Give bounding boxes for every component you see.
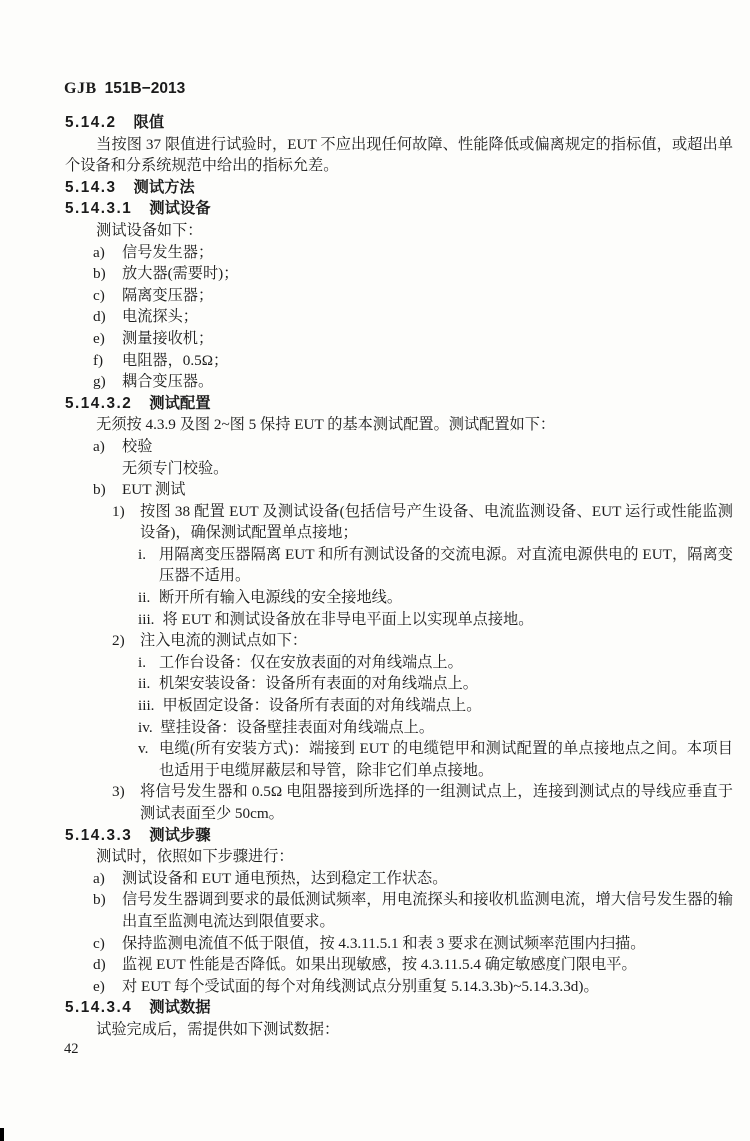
list-item-alpha (65, 479, 733, 501)
list-item-number (65, 501, 733, 544)
item-marker: i. (138, 545, 147, 563)
heading-number: 5.14.3.3 (65, 826, 133, 844)
list-item-alpha (65, 242, 733, 264)
item-text: 壁挂设备：设备壁挂表面对角线端点上。 (160, 718, 434, 736)
item-marker: a) (93, 243, 105, 261)
list-item-number (65, 781, 733, 824)
heading-number: 5.14.3.4 (65, 999, 133, 1017)
body-paragraph: 测试设备如下： (96, 221, 203, 239)
item-marker: iv. (138, 718, 153, 736)
item-marker: f) (93, 351, 104, 369)
list-item-alpha (65, 306, 733, 328)
item-marker: i. (138, 653, 147, 671)
item-text: 电阻器，0.5Ω； (122, 351, 229, 369)
item-text: 对 EUT 每个受试面的每个对角线测试点分别重复 5.14.3.3b)~5.14.3.3d)。 (122, 977, 599, 995)
section-heading (65, 997, 733, 1019)
item-marker: c) (93, 934, 105, 952)
item-marker: iii. (138, 697, 155, 715)
item-text: 信号发生器调到要求的最低测试频率，用电流探头和接收机监测电流，增大信号发生器的输出直至监测电流达到限值要求。 (122, 891, 733, 930)
item-marker: v. (138, 740, 149, 758)
standard-brand: GJB (64, 80, 97, 97)
item-marker: d) (93, 308, 106, 326)
item-marker: c) (93, 286, 105, 304)
heading-title: 测试设备 (149, 200, 211, 218)
heading-number: 5.14.2 (65, 114, 117, 131)
item-marker: d) (93, 956, 106, 974)
item-marker: e) (93, 329, 105, 347)
item-text: 甲板固定设备：设备所有表面的对角线端点上。 (162, 697, 482, 715)
list-item-alpha (65, 371, 733, 393)
body-paragraph: 试验完成后，需提供如下测试数据： (96, 1020, 340, 1038)
list-item-alpha (65, 350, 733, 372)
scan-artifact-mark (0, 1128, 4, 1141)
item-marker: b) (93, 265, 106, 283)
body-paragraph: 当按图 37 限值进行试验时，EUT 不应出现任何故障、性能降低或偏离规定的指标值，或超出单个设备和分系统规范中给出的指标允差。 (65, 135, 733, 175)
item-marker: ii. (138, 589, 151, 607)
list-item-alpha (65, 933, 733, 955)
list-item-alpha (65, 436, 733, 458)
list-subtext: 无须专门校验。 (122, 459, 229, 477)
heading-title: 测试配置 (149, 394, 211, 412)
list-item-alpha (65, 889, 733, 932)
list-item-roman (65, 587, 733, 609)
list-item-roman (65, 673, 733, 695)
heading-number: 5.14.3.2 (65, 394, 133, 412)
list-item-roman (65, 544, 733, 587)
heading-title: 限值 (133, 114, 165, 131)
list-item-roman (65, 609, 733, 631)
body-paragraph: 测试时，依照如下步骤进行： (96, 848, 294, 866)
heading-number: 5.14.3 (65, 178, 117, 196)
page-number: 42 (64, 1041, 79, 1057)
list-item-roman (65, 717, 733, 739)
item-text: 测试设备和 EUT 通电预热，达到稳定工作状态。 (122, 869, 448, 887)
item-text: 用隔离变压器隔离 EUT 和所有测试设备的交流电源。对直流电源供电的 EUT，隔离变压器不适用。 (159, 545, 733, 585)
item-text: 监视 EUT 性能是否降低。如果出现敏感，按 4.3.11.5.4 确定敏感度门限电平。 (122, 956, 637, 974)
item-text: 电流探头； (122, 308, 198, 326)
item-marker: 3) (112, 783, 125, 801)
item-text: 隔离变压器； (122, 286, 214, 304)
heading-title: 测试步骤 (149, 826, 211, 844)
item-marker: ii. (138, 675, 151, 693)
item-text: 测量接收机； (122, 329, 214, 347)
item-marker: a) (93, 869, 105, 887)
section-heading (65, 825, 733, 847)
item-text: 断开所有输入电源线的安全接地线。 (159, 589, 402, 607)
item-text: 将 EUT 和测试设备放在非导电平面上以实现单点接地。 (162, 610, 534, 628)
heading-number: 5.14.3.1 (65, 200, 133, 218)
item-marker: 1) (112, 502, 125, 520)
item-text: 耦合变压器。 (122, 373, 214, 391)
list-item-roman (65, 652, 733, 674)
list-item-alpha (65, 263, 733, 285)
document-content (65, 112, 733, 1041)
item-text: 机架安装设备：设备所有表面的对角线端点上。 (159, 675, 478, 693)
item-marker: g) (93, 373, 106, 391)
list-item-number (65, 630, 733, 652)
list-item-alpha (65, 954, 733, 976)
item-text: 校验 (122, 437, 153, 455)
item-marker: iii. (138, 610, 155, 628)
page-header (64, 80, 185, 98)
item-text: 将信号发生器和 0.5Ω 电阻器接到所选择的一组测试点上，连接到测试点的导线应垂直于测试表面至少 50cm。 (140, 783, 733, 822)
list-item-roman (65, 738, 733, 781)
section-heading (65, 112, 733, 134)
item-text: 按图 38 配置 EUT 及测试设备(包括信号产生设备、电流监测设备、EUT 运行或性能监测设备)，确保测试配置单点接地； (140, 502, 733, 542)
list-item-alpha (65, 868, 733, 890)
item-text: 电缆(所有安装方式)：端接到 EUT 的电缆铠甲和测试配置的单点接地点之间。本项目也适用于电缆屏蔽层和导管，除非它们单点接地。 (159, 740, 733, 779)
item-text: 工作台设备：仅在安放表面的对角线端点上。 (159, 653, 463, 671)
list-item-alpha (65, 976, 733, 998)
list-item-alpha (65, 285, 733, 307)
list-item-alpha (65, 328, 733, 350)
heading-title: 测试方法 (133, 178, 195, 196)
item-text: 保持监测电流值不低于限值，按 4.3.11.5.1 和表 3 要求在测试频率范围内扫描。 (122, 934, 646, 952)
heading-title: 测试数据 (149, 999, 211, 1017)
item-text: 注入电流的测试点如下： (140, 632, 308, 650)
item-marker: 2) (112, 632, 125, 650)
section-heading (65, 393, 733, 415)
item-marker: a) (93, 437, 105, 455)
item-text: 放大器(需要时)； (122, 265, 239, 283)
item-marker: b) (93, 891, 106, 909)
section-heading (65, 198, 733, 220)
standard-code: 151B−2013 (104, 80, 186, 97)
item-marker: b) (93, 481, 106, 499)
list-item-roman (65, 695, 733, 717)
item-marker: e) (93, 977, 105, 995)
item-text: 信号发生器； (122, 243, 214, 261)
section-heading (65, 177, 733, 199)
body-paragraph: 无须按 4.3.9 及图 2~图 5 保持 EUT 的基本测试配置。测试配置如下： (96, 416, 556, 434)
item-text: EUT 测试 (122, 481, 186, 499)
